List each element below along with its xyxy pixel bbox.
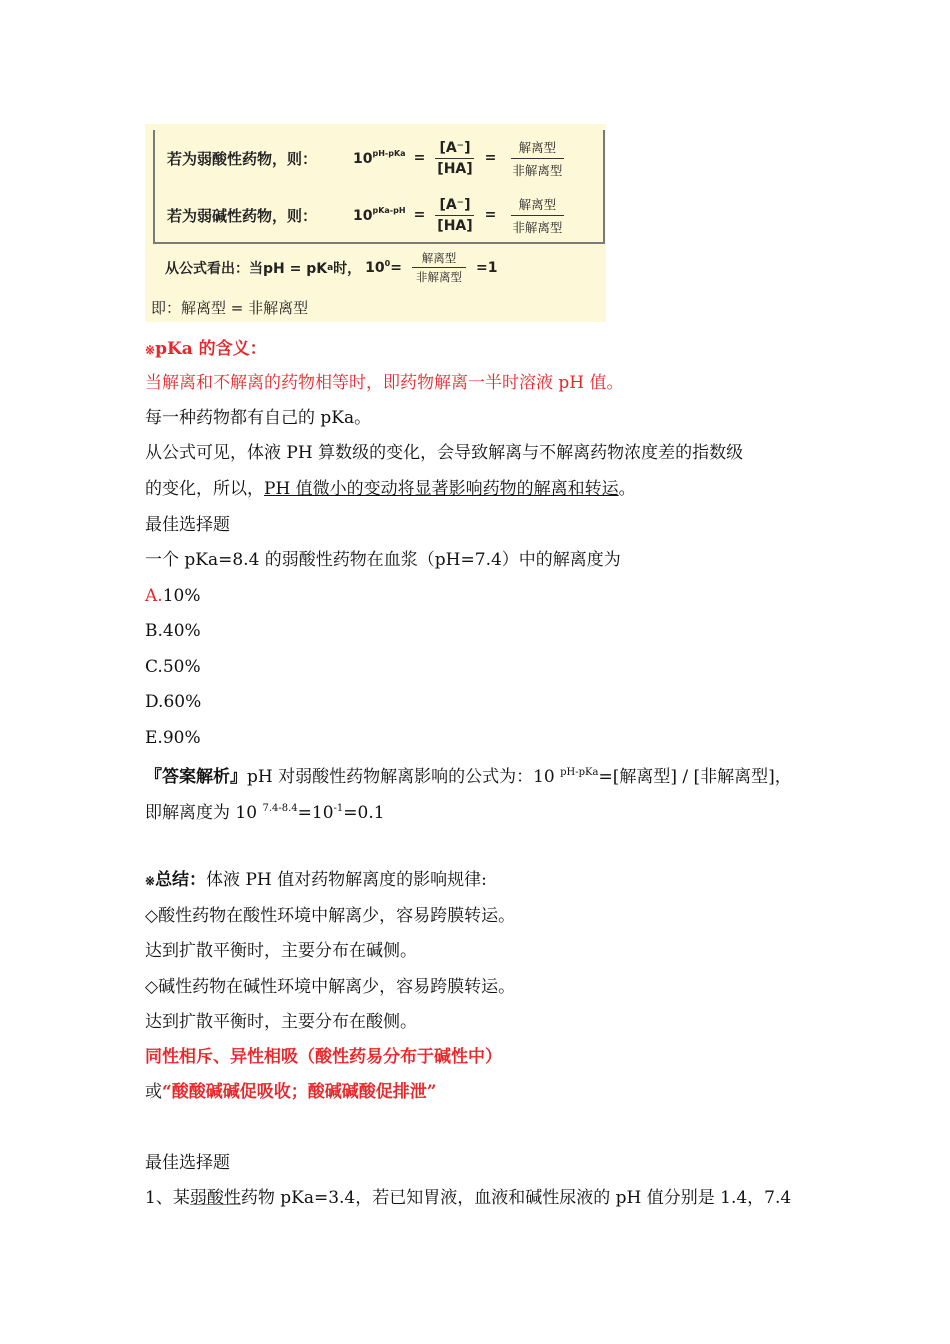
base-power: $10^{pKa-pH}$ <box>353 206 406 224</box>
summary-acid-2: 达到扩散平衡时，主要分布在碱侧。 <box>145 941 417 961</box>
analysis-label: 『答案解析』 <box>145 767 247 787</box>
rule-line1: 同性相斥、异性相吸（酸性药易分布于碱性中） <box>145 1047 502 1067</box>
summary-base-1: ◇碱性药物在碱性环境中解离少，容易跨膜转运。 <box>145 977 516 997</box>
question-stem: 一个 pKa=8.4 的弱酸性药物在血浆（pH=7.4）中的解离度为 <box>145 550 621 570</box>
ratio-fraction: $\frac{[A^-]}{[HA]}$ <box>437 196 473 234</box>
answer-analysis-line1: 『答案解析』pH 对弱酸性药物解离影响的公式为：10 $^{pH-pKa}$=[解离型] / [非解离型]， <box>145 767 792 787</box>
summary-acid-1: ◇酸性药物在酸性环境中解离少，容易跨膜转运。 <box>145 906 516 926</box>
pka-heading: ※pKa 的含义： <box>145 339 267 359</box>
ratio-fraction: $\frac{[A^-]}{[HA]}$ <box>437 139 473 177</box>
summary-heading: ※总结：体液 PH 值对药物解离度的影响规律: <box>145 870 487 890</box>
every-drug-text: 每一种药物都有自己的 pKa。 <box>145 408 372 428</box>
formula-row-conclusion: 从公式看出：当pH = pK a 时， $10^0$ = $\frac{\text{解离型}}{\text{非解离型}}$ =1 <box>165 251 498 284</box>
question2-stem: 1、某弱酸性药物 pKa=3.4，若已知胃液，血液和碱性尿液的 pH 值分别是 1.4，7.4 <box>145 1188 792 1208</box>
answer-analysis-line2: 即解离度为 10 $^{7.4-8.4}=10^{-1}=0.1$ <box>145 803 385 823</box>
acid-label: 若为弱酸性药物，则： <box>167 149 318 168</box>
ion-fraction: $\frac{\text{解离型}}{\text{非解离型}}$ <box>406 250 472 285</box>
ion-fraction: $\frac{\text{解离型}}{\text{非解离型}}$ <box>512 196 563 235</box>
base-label: 若为弱碱性药物，则： <box>167 206 318 225</box>
formula-row-base: 若为弱碱性药物，则： $10^{pKa-pH}$ = $\frac{[A^-]}{[HA]}$ = $\frac{\text{解离型}}{\text{非解离型}}$ <box>167 187 570 243</box>
formula-row-acid: 若为弱酸性药物，则： $10^{pH-pKa}$ = $\frac{[A^-]}{[HA]}$ = $\frac{\text{解离型}}{\text{非解离型}}$ <box>167 130 570 186</box>
option-b: B.40% <box>145 621 201 641</box>
option-a: A.10% <box>145 586 201 606</box>
option-d: D.60% <box>145 692 202 712</box>
rule-line2: 或“酸酸碱碱促吸收；酸碱碱酸促排泄” <box>145 1082 437 1102</box>
option-c: C.50% <box>145 657 201 677</box>
summary-base-2: 达到扩散平衡时，主要分布在酸侧。 <box>145 1012 417 1032</box>
formula-note-line2: 的变化，所以，PH 值微小的变动将显著影响药物的解离和转运。 <box>145 479 636 499</box>
formula-row-equal: 即：解离型 = 非解离型 <box>151 299 309 317</box>
key-point-underlined: PH 值微小的变动将显著影响药物的解离和转运 <box>264 479 619 499</box>
option-e: E.90% <box>145 728 201 748</box>
ion-fraction: $\frac{\text{解离型}}{\text{非解离型}}$ <box>512 139 563 178</box>
question-type: 最佳选择题 <box>145 515 230 535</box>
formula-note-line1: 从公式可见，体液 PH 算数级的变化，会导致解离与不解离药物浓度差的指数级 <box>145 443 744 463</box>
formula-figure <box>145 124 606 322</box>
acid-power: $10^{pH-pKa}$ <box>353 149 406 167</box>
pka-definition: 当解离和不解离的药物相等时，即药物解离一半时溶液 pH 值。 <box>145 373 624 393</box>
question2-type: 最佳选择题 <box>145 1153 230 1173</box>
